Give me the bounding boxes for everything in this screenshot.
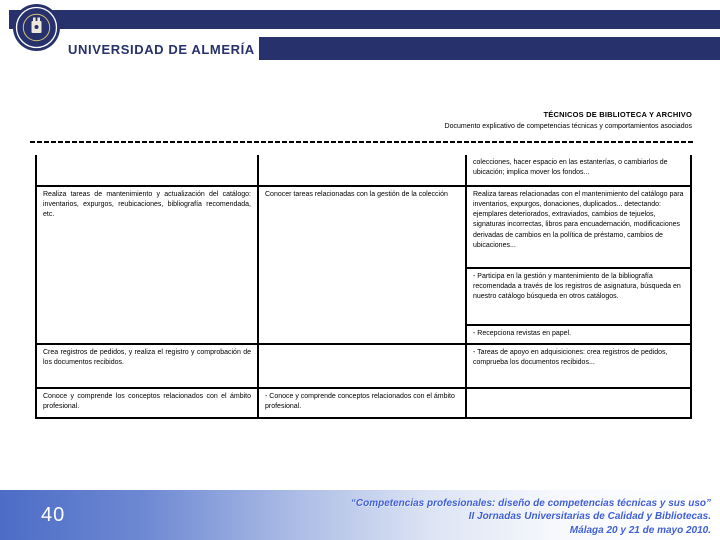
table-cell: colecciones, hacer espacio en las estanterías, o cambiarlos de ubicación; implica mover los fondos... <box>466 155 691 186</box>
table-cell: Conocer tareas relacionadas con la gestión de la colección <box>258 186 466 344</box>
footer-credit-line3: Málaga 20 y 21 de mayo 2010. <box>569 524 711 536</box>
competencies-table <box>35 155 692 419</box>
university-name: UNIVERSIDAD DE ALMERÍA <box>68 42 255 57</box>
table-cell: Conoce y comprende los conceptos relacionados con el ámbito profesional. <box>36 388 258 418</box>
slide-footer <box>0 490 720 540</box>
table-cell <box>466 388 691 418</box>
table-row-partial <box>36 155 691 186</box>
table-cell <box>258 344 466 388</box>
header-navy-strip <box>9 10 720 29</box>
document-subtitle: Documento explicativo de competencias técnicas y comportamientos asociados <box>444 123 692 130</box>
table-cell: - Participa en la gestión y mantenimiento de la bibliografía recomendada a través de los registros de asignatura, búsqueda en nuestro catálogo búsqueda en otros catálogos. <box>466 268 691 325</box>
table-cell: Realiza tareas de mantenimiento y actualización del catálogo: inventarios, expurgos, reubicaciones, bibliografía recomendada, etc. <box>36 186 258 344</box>
table-row-orders <box>36 344 691 388</box>
footer-credit-line2: II Jornadas Universitarias de Calidad y Bibliotecas. <box>468 511 711 522</box>
university-seal-icon <box>13 4 60 51</box>
table-cell: - Recepciona revistas en papel. <box>466 325 691 344</box>
document-title: TÉCNICOS DE BIBLIOTECA Y ARCHIVO <box>543 110 692 119</box>
table-cell <box>36 155 258 186</box>
table-row-concepts <box>36 388 691 418</box>
table-cell: - Tareas de apoyo en adquisiciones: crea registros de pedidos, comprueba los documentos recibidos... <box>466 344 691 388</box>
table-cell: - Conoce y comprende conceptos relacionados con el ámbito profesional. <box>258 388 466 418</box>
document-header <box>445 110 692 130</box>
document-divider-line <box>30 141 695 143</box>
header-navy-bar-right <box>259 37 720 60</box>
page-number: 40 <box>41 504 66 526</box>
table-cell: Crea registros de pedidos, y realiza el registro y comprobación de los documentos recibidos. <box>36 344 258 388</box>
table-cell <box>258 155 466 186</box>
table-row-catalog <box>36 186 691 268</box>
footer-credits <box>351 497 711 538</box>
table-cell: Realiza tareas relacionadas con el mantenimiento del catálogo para inventarios, expurgos, donaciones, duplicados... detectando: ejemplares deteriorados, extraviados, cambios de tejuelos, signaturas incorrectas, libros para encuadernación, modificaciones derivadas de cambios en la política de préstamo, cambios de ubicaciones... <box>466 186 691 268</box>
footer-credit-line1: “Competencias profesionales: diseño de competencias técnicas y sus uso” <box>350 497 711 509</box>
university-seal-logo <box>13 4 60 51</box>
